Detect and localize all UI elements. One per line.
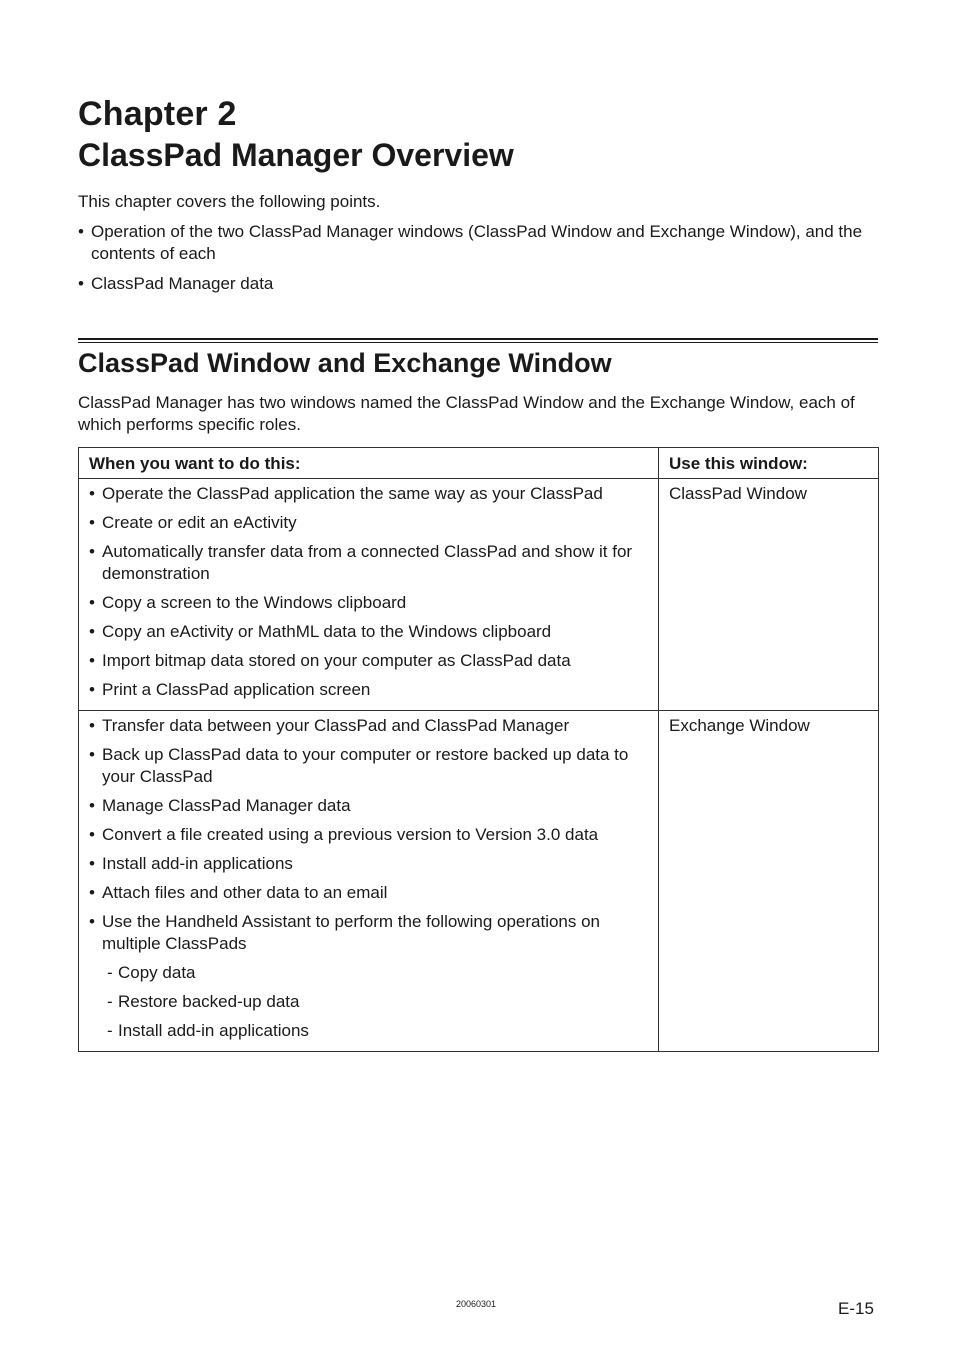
list-item: • Create or edit an eActivity	[89, 512, 648, 534]
chapter-title: ClassPad Manager Overview	[78, 137, 514, 173]
list-item: • Operation of the two ClassPad Manager windows (ClassPad Window and Exchange Window), and the contents of each	[78, 221, 878, 265]
chapter-number: Chapter 2	[78, 95, 237, 133]
task-list	[89, 715, 648, 1042]
sub-list-item: - Copy data	[89, 962, 648, 984]
list-item: • Automatically transfer data from a connected ClassPad and show it for demonstration	[89, 541, 648, 585]
list-item: • ClassPad Manager data	[78, 273, 878, 295]
table-row	[79, 479, 879, 711]
list-item: • Attach files and other data to an email	[89, 882, 648, 904]
table-header-row	[79, 448, 879, 479]
intro-points	[78, 221, 878, 295]
list-item: • Manage ClassPad Manager data	[89, 795, 648, 817]
window-cell: ClassPad Window	[659, 479, 879, 711]
list-item: • Back up ClassPad data to your computer or restore backed up data to your ClassPad	[89, 744, 648, 788]
list-item: • Install add-in applications	[89, 853, 648, 875]
list-item: • Operate the ClassPad application the same way as your ClassPad	[89, 483, 648, 505]
section-title: ClassPad Window and Exchange Window	[78, 348, 612, 378]
list-item: • Copy a screen to the Windows clipboard	[89, 592, 648, 614]
task-list	[89, 483, 648, 701]
task-cell	[79, 479, 659, 711]
section-intro: ClassPad Manager has two windows named the ClassPad Window and the Exchange Window, each of which performs specific roles.	[78, 393, 855, 434]
window-roles-table	[78, 447, 879, 1052]
task-cell	[79, 711, 659, 1052]
table-row	[79, 711, 879, 1052]
list-item: • Use the Handheld Assistant to perform the following operations on multiple ClassPads	[89, 911, 648, 955]
page-number: E-15	[838, 1299, 874, 1318]
intro-lead: This chapter covers the following points.	[78, 192, 381, 211]
window-cell: Exchange Window	[659, 711, 879, 1052]
sub-list-item: - Restore backed-up data	[89, 991, 648, 1013]
section-divider	[78, 338, 878, 343]
list-item: • Import bitmap data stored on your computer as ClassPad data	[89, 650, 648, 672]
list-item: • Copy an eActivity or MathML data to the Windows clipboard	[89, 621, 648, 643]
list-item: • Transfer data between your ClassPad and ClassPad Manager	[89, 715, 648, 737]
list-item: • Print a ClassPad application screen	[89, 679, 648, 701]
sub-list-item: - Install add-in applications	[89, 1020, 648, 1042]
list-item: • Convert a file created using a previous version to Version 3.0 data	[89, 824, 648, 846]
print-code: 20060301	[456, 1299, 497, 1309]
column-header-window: Use this window:	[659, 448, 879, 479]
chapter-intro	[78, 191, 878, 303]
column-header-task: When you want to do this:	[79, 448, 659, 479]
